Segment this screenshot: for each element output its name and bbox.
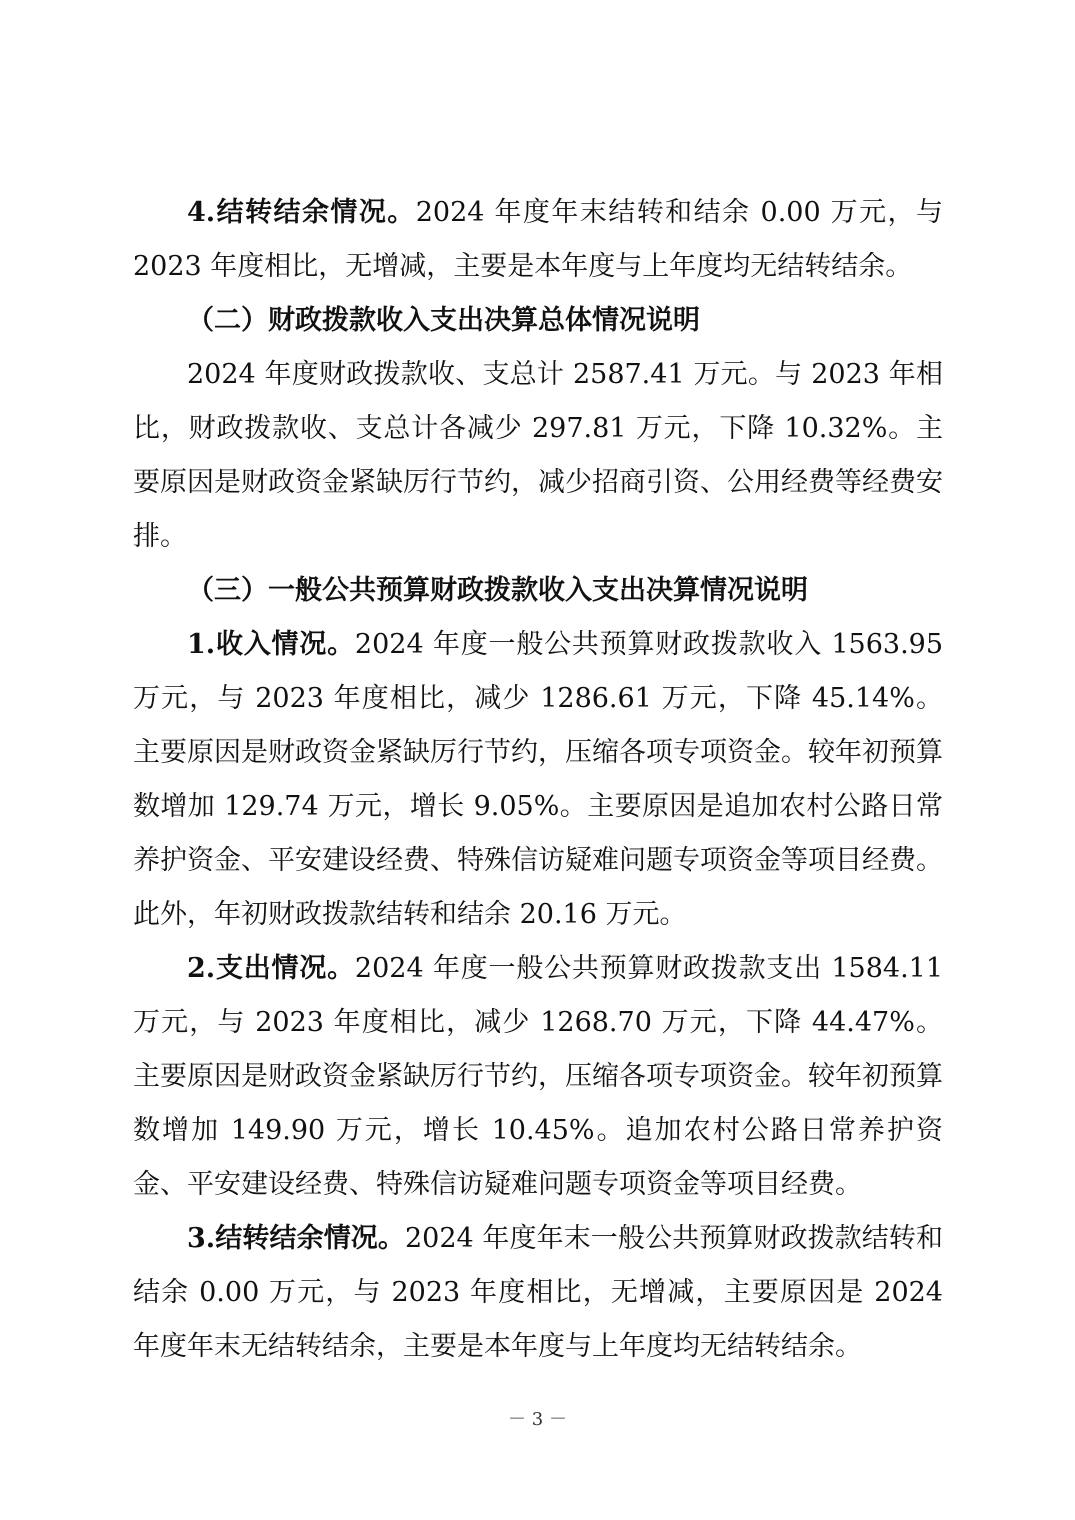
paragraph-text: 2024 年度一般公共预算财政拨款支出 1584.11 万元，与 2023 年度相比，减少 1268.70 万元，下降 44.47%。主要原因是财政资金紧缺厉行节约，压缩各项专项资金。较年初预算数增加 149.90 万元，增长 10.45%。追加农村公路日常养护资金、平安建设经费、特殊信访疑难问题专项资金等项目经费。	[133, 953, 944, 1200]
paragraph-lead: 2.支出情况。	[187, 953, 355, 984]
paragraph-fiscal-overview	[133, 348, 943, 564]
section-heading-general-budget: （三）一般公共预算财政拨款收入支出决算情况说明	[187, 575, 808, 606]
paragraph-lead: 3.结转结余情况。	[187, 1223, 405, 1254]
paragraph-budget-carryover	[133, 1212, 943, 1374]
paragraph-income	[133, 618, 943, 942]
paragraph-text: 2024 年度年末结转和结余 0.00 万元，与 2023 年度相比，无增减，主要是本年度与上年度均无结转结余。	[133, 197, 944, 282]
section-heading-fiscal-overview: （二）财政拨款收入支出决算总体情况说明	[187, 305, 700, 336]
paragraph-carryover-balance	[133, 186, 943, 294]
paragraph-text: 2024 年度一般公共预算财政拨款收入 1563.95 万元，与 2023 年度相比，减少 1286.61 万元，下降 45.14%。主要原因是财政资金紧缺厉行节约，压缩各项专项资金。较年初预算数增加 129.74 万元，增长 9.05%。主要原因是追加农村公路日常养护资金、平安建设经费、特殊信访疑难问题专项资金等项目经费。此外，年初财政拨款结转和结余 20.16 万元。	[133, 629, 944, 930]
paragraph-lead: 4.结转结余情况。	[187, 197, 416, 228]
paragraph-text: 2024 年度财政拨款收、支总计 2587.41 万元。与 2023 年相比，财政拨款收、支总计各减少 297.81 万元，下降 10.32%。主要原因是财政资金紧缺厉行节约，减少招商引资、公用经费等经费安排。	[133, 359, 943, 552]
document-body	[133, 186, 943, 1374]
paragraph-lead: 1.收入情况。	[187, 629, 355, 660]
paragraph-expenditure	[133, 942, 943, 1212]
paragraph-text: 2024 年度年末一般公共预算财政拨款结转和结余 0.00 万元，与 2023 年度相比，无增减，主要原因是 2024 年度年末无结转结余，主要是本年度与上年度均无结转结余。	[133, 1223, 944, 1362]
page-number: － 3 －	[508, 1409, 567, 1430]
